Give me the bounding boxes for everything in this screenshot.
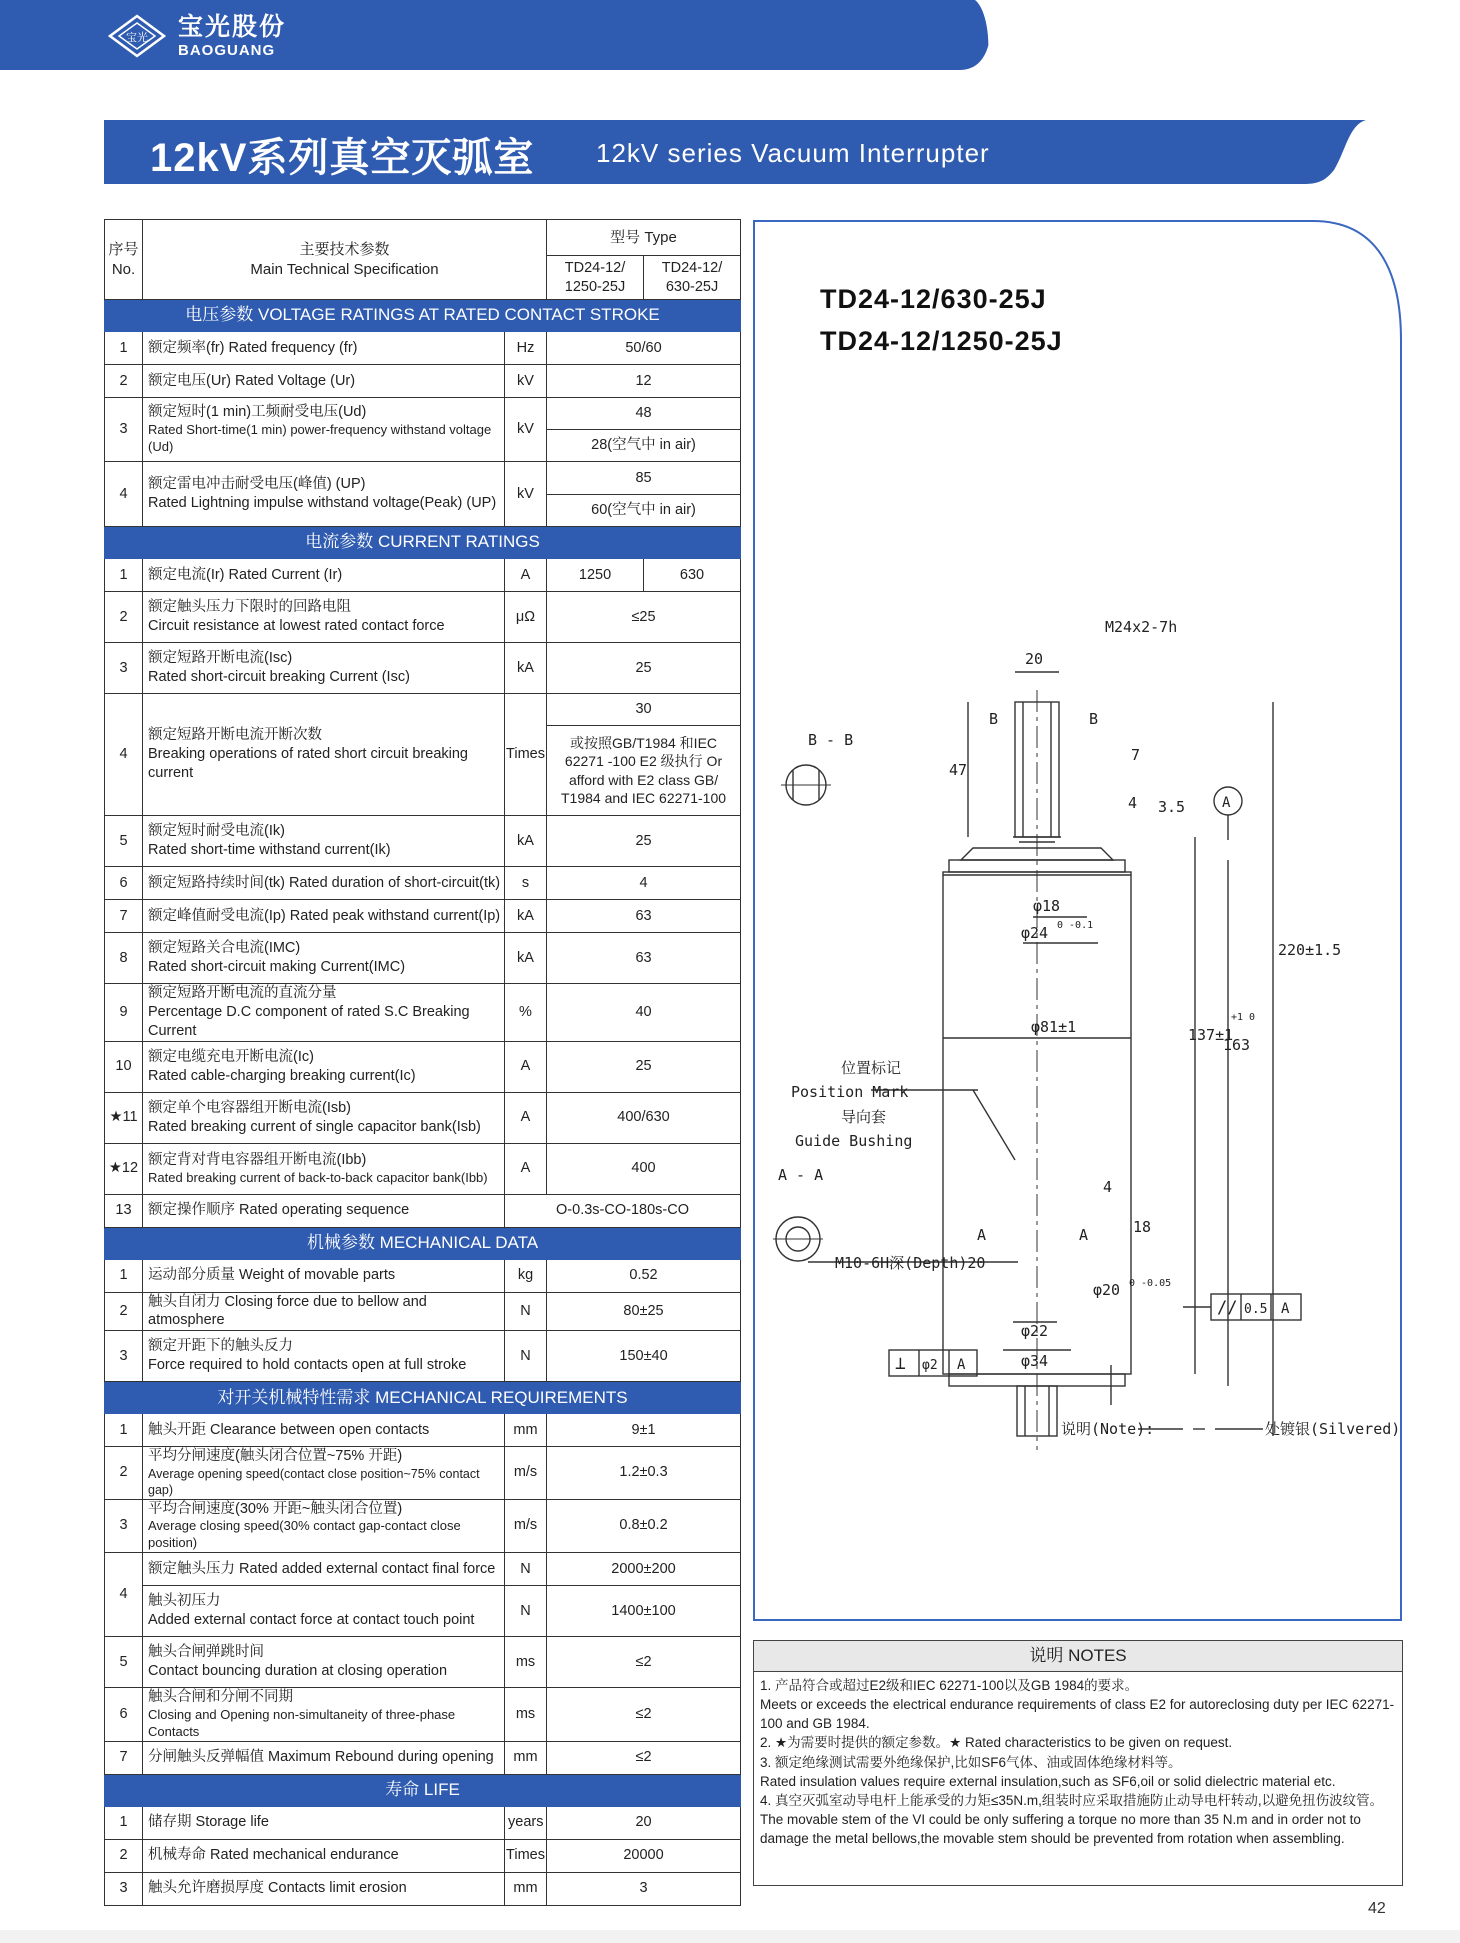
row-no: 3 xyxy=(105,398,143,462)
row-desc-cn: 额定短路开断电流(Isc) xyxy=(148,650,293,667)
row-no: 2 xyxy=(105,592,143,643)
row-unit: N xyxy=(505,1292,547,1331)
table-row xyxy=(105,1499,741,1553)
row-unit: A xyxy=(505,1143,547,1194)
row-value: 50/60 xyxy=(547,332,741,365)
thread-label: M24x2-7h xyxy=(1105,618,1178,636)
row-value: 40 xyxy=(547,984,741,1042)
table-row xyxy=(105,1806,741,1839)
header-spec xyxy=(143,220,547,300)
dim-dia-18: φ18 xyxy=(1033,897,1061,915)
header-no xyxy=(105,220,143,300)
row-desc-en: Contact bouncing duration at closing operation xyxy=(148,1663,448,1680)
row-unit: mm xyxy=(505,1741,547,1774)
row-unit: kA xyxy=(505,900,547,933)
row-desc-en: Closing and Opening non-simultaneity of three-phase Contacts xyxy=(148,1707,456,1739)
row-desc-cn: 额定雷电冲击耐受电压(峰值) (UP) xyxy=(148,476,366,493)
row-no: 2 xyxy=(105,1292,143,1331)
row-value-2: 28(空气中 in air) xyxy=(547,430,741,462)
drawing-note-label: 说明(Note): xyxy=(1061,1420,1155,1438)
note-2: 2. ★为需要时提供的额定参数。★ Rated characteristics to be given on request. xyxy=(760,1735,1233,1751)
note-3: 3. 额定绝缘测试需要外绝缘保护,比如SF6气体、油或固体绝缘材料等。 xyxy=(760,1754,1182,1770)
row-desc-cn: 额定单个电容器组开断电流(Isb) xyxy=(148,1099,351,1116)
row-desc xyxy=(143,1586,505,1637)
row-desc: 额定操作顺序 Rated operating sequence xyxy=(143,1194,505,1227)
row-unit: m/s xyxy=(505,1447,547,1499)
row-desc-en: Rated short-circuit making Current(IMC) xyxy=(148,959,406,975)
row-desc-en: Rated cable-charging breaking current(Ic) xyxy=(148,1067,416,1084)
datum-a-label: A xyxy=(1222,795,1231,811)
position-mark-cn: 位置标记 xyxy=(841,1059,902,1077)
model-630: TD24-12/630-25J xyxy=(820,284,1047,314)
row-desc: 触头允许磨损厚度 Contacts limit erosion xyxy=(143,1872,505,1905)
row-unit: kV xyxy=(505,365,547,398)
dim-dia-22: φ22 xyxy=(1021,1322,1049,1340)
row-no: 4 xyxy=(105,694,143,816)
row-no: 1 xyxy=(105,559,143,592)
table-row xyxy=(105,332,741,365)
row-unit: s xyxy=(505,867,547,900)
table-row xyxy=(105,900,741,933)
logo-emblem-icon xyxy=(108,14,166,58)
row-unit: mm xyxy=(505,1872,547,1905)
section-mechanical: 机械参数 MECHANICAL DATA xyxy=(105,1227,741,1259)
row-desc-en: Rated Short-time(1 min) power-frequency withstand voltage (Ud) xyxy=(148,422,492,454)
row-value: 25 xyxy=(547,643,741,694)
brand-name-en: BAOGUANG xyxy=(178,41,276,59)
row-value: 20000 xyxy=(547,1839,741,1872)
row-unit: % xyxy=(505,984,547,1042)
row-desc-en: Rated Lightning impulse withstand voltage(Peak) (UP) xyxy=(148,495,497,511)
row-desc xyxy=(143,1499,505,1553)
row-desc xyxy=(143,694,505,816)
row-no: 3 xyxy=(105,1499,143,1553)
section-b-left: B xyxy=(989,710,999,728)
table-row xyxy=(105,365,741,398)
table-row xyxy=(105,1872,741,1905)
row-no: 3 xyxy=(105,1872,143,1905)
row-value: 1.2±0.3 xyxy=(547,1447,741,1499)
row-desc xyxy=(143,1143,505,1194)
row-desc-en: Average opening speed(contact close position~75% contact gap) xyxy=(148,1467,480,1498)
row-desc: 触头自闭力 Closing force due to bellow and atmosphere xyxy=(143,1292,505,1331)
notes-body xyxy=(754,1672,1402,1852)
row-desc-cn: 额定短路开断电流开断次数 xyxy=(148,727,322,744)
table-row xyxy=(105,1331,741,1382)
row-desc-en: Force required to hold contacts open at full stroke xyxy=(148,1357,467,1374)
header-spec-cn: 主要技术参数 xyxy=(299,241,390,258)
table-row xyxy=(105,643,741,694)
row-no: 3 xyxy=(105,1331,143,1382)
dim-dia-20: φ20 xyxy=(1093,1281,1121,1299)
row-value: 20 xyxy=(547,1806,741,1839)
table-row xyxy=(105,1041,741,1092)
row-desc: 额定电压(Ur) Rated Voltage (Ur) xyxy=(143,365,505,398)
logo-mark-text: 宝光 xyxy=(126,31,148,44)
row-value: 25 xyxy=(547,816,741,867)
parallelism-datum: A xyxy=(1281,1301,1290,1317)
row-value: 400/630 xyxy=(547,1092,741,1143)
notes-box xyxy=(753,1640,1403,1886)
row-value: O-0.3s-CO-180s-CO xyxy=(505,1194,741,1227)
row-unit: N xyxy=(505,1331,547,1382)
row-unit: ms xyxy=(505,1688,547,1742)
spec-table xyxy=(104,219,741,1906)
row-unit: kA xyxy=(505,816,547,867)
row-desc xyxy=(143,933,505,984)
position-mark-en: Position Mark xyxy=(791,1083,909,1101)
row-value: ≤2 xyxy=(547,1741,741,1774)
row-no: 1 xyxy=(105,332,143,365)
row-desc: 触头开距 Clearance between open contacts xyxy=(143,1414,505,1447)
table-row xyxy=(105,1092,741,1143)
row-desc-en: Circuit resistance at lowest rated contact force xyxy=(148,618,445,634)
brand-logo xyxy=(108,14,286,58)
row-no: 4 xyxy=(105,462,143,527)
row-value-630: 630 xyxy=(644,559,741,592)
table-row xyxy=(105,1447,741,1499)
row-no: ★12 xyxy=(105,1143,143,1194)
row-desc xyxy=(143,816,505,867)
notes-title: 说明 NOTES xyxy=(754,1641,1402,1672)
row-desc: 额定触头压力 Rated added external contact final force xyxy=(143,1553,505,1586)
row-unit: Hz xyxy=(505,332,547,365)
table-row xyxy=(105,867,741,900)
row-desc-cn: 触头合闸弹跳时间 xyxy=(148,1644,264,1661)
dim-dia-20-tol: 0 -0.05 xyxy=(1129,1278,1172,1289)
row-value: 0.52 xyxy=(547,1259,741,1292)
row-no: 6 xyxy=(105,1688,143,1742)
row-no: 7 xyxy=(105,900,143,933)
row-value: 48 xyxy=(547,398,741,430)
row-value: 400 xyxy=(547,1143,741,1194)
bottom-strip xyxy=(0,1930,1460,1943)
row-no: 2 xyxy=(105,1447,143,1499)
row-value: 25 xyxy=(547,1041,741,1092)
row-no: 8 xyxy=(105,933,143,984)
table-row xyxy=(105,1194,741,1227)
row-no: 3 xyxy=(105,643,143,694)
parallelism-symbol: // xyxy=(1217,1298,1238,1318)
row-unit: N xyxy=(505,1553,547,1586)
dim-163: 163 xyxy=(1223,1036,1251,1054)
row-no: 1 xyxy=(105,1414,143,1447)
section-life: 寿命 LIFE xyxy=(105,1774,741,1806)
page-title-cn: 12kV系列真空灭弧室 xyxy=(150,136,535,180)
row-unit: μΩ xyxy=(505,592,547,643)
row-value: 4 xyxy=(547,867,741,900)
dim-220: 220±1.5 xyxy=(1278,941,1342,959)
row-unit: Times xyxy=(505,694,547,816)
row-unit: kA xyxy=(505,933,547,984)
row-value: ≤2 xyxy=(547,1637,741,1688)
row-desc: 分闸触头反弹幅值 Maximum Rebound during opening xyxy=(143,1741,505,1774)
table-row xyxy=(105,984,741,1042)
table-header-row xyxy=(105,220,741,256)
row-value: 9±1 xyxy=(547,1414,741,1447)
table-row xyxy=(105,1553,741,1586)
note-3-en: Rated insulation values require external insulation,such as SF6,oil or solid dielectric material etc. xyxy=(760,1773,1336,1789)
row-no: 5 xyxy=(105,816,143,867)
row-no: 6 xyxy=(105,867,143,900)
technical-drawing xyxy=(753,220,1403,1622)
dim-7: 7 xyxy=(1131,746,1141,764)
row-desc-en: Added external contact force at contact touch point xyxy=(148,1612,475,1629)
guide-bushing-cn: 导向套 xyxy=(841,1108,887,1126)
perpendicularity-symbol: ⊥ xyxy=(895,1353,906,1374)
row-desc xyxy=(143,398,505,462)
header-no-en: No. xyxy=(111,260,136,278)
row-value: 63 xyxy=(547,900,741,933)
dim-dia-24-tol: 0 -0.1 xyxy=(1057,920,1094,931)
row-desc xyxy=(143,643,505,694)
row-value: 2000±200 xyxy=(547,1553,741,1586)
row-no: 13 xyxy=(105,1194,143,1227)
row-no: 10 xyxy=(105,1041,143,1092)
row-value-1250: 1250 xyxy=(547,559,644,592)
row-value: 12 xyxy=(547,365,741,398)
dim-4b: 4 xyxy=(1103,1178,1113,1196)
row-unit: N xyxy=(505,1586,547,1637)
row-desc-cn: 额定触头压力下限时的回路电阻 xyxy=(148,599,351,616)
note-1: 1. 产品符合或超过E2级和IEC 62271-100以及GB 1984的要求。 xyxy=(760,1678,1139,1693)
header-type-630: TD24-12/ 630-25J xyxy=(644,256,741,300)
row-no: 7 xyxy=(105,1741,143,1774)
row-desc-en: Rated short-circuit breaking Current (Isc) xyxy=(148,669,410,685)
silvered-legend: 处镀银(Silvered) xyxy=(1265,1420,1401,1438)
table-row xyxy=(105,462,741,495)
row-desc-en: Average closing speed(30% contact gap-contact close position) xyxy=(148,1518,461,1551)
dim-3-5: 3.5 xyxy=(1158,798,1186,816)
page-title-en: 12kV series Vacuum Interrupter xyxy=(596,138,990,168)
parallelism-tolerance: 0.5 xyxy=(1244,1302,1268,1317)
table-row xyxy=(105,1586,741,1637)
perpendicularity-tolerance: φ2 xyxy=(922,1358,938,1373)
row-desc xyxy=(143,1331,505,1382)
row-desc: 运动部分质量 Weight of movable parts xyxy=(143,1259,505,1292)
dim-137: 137±1 xyxy=(1188,1026,1234,1044)
row-desc: 额定短路持续时间(tk) Rated duration of short-circuit(tk) xyxy=(143,867,505,900)
row-desc xyxy=(143,1637,505,1688)
dim-dia-34: φ34 xyxy=(1021,1352,1049,1370)
row-no: 2 xyxy=(105,1839,143,1872)
row-value: 0.8±0.2 xyxy=(547,1499,741,1553)
row-desc xyxy=(143,462,505,527)
section-requirements: 对开关机械特性需求 MECHANICAL REQUIREMENTS xyxy=(105,1382,741,1414)
row-desc xyxy=(143,592,505,643)
row-value-2: 60(空气中 in air) xyxy=(547,495,741,527)
row-unit: Times xyxy=(505,1839,547,1872)
section-b-right: B xyxy=(1089,710,1099,728)
table-row xyxy=(105,694,741,726)
row-desc-en: Rated breaking current of single capacitor bank(Isb) xyxy=(148,1118,481,1135)
row-value: ≤25 xyxy=(547,592,741,643)
row-desc-cn: 平均分闸速度(触头闭合位置~75% 开距) xyxy=(148,1448,403,1465)
note-1-en: Meets or exceeds the electrical endurance requirements of class E2 for autoreclosing duty per IEC 62271-100 and GB 1984. xyxy=(760,1697,1395,1732)
row-unit: ms xyxy=(505,1637,547,1688)
row-unit: kg xyxy=(505,1259,547,1292)
row-desc xyxy=(143,1092,505,1143)
row-desc: 额定频率(fr) Rated frequency (fr) xyxy=(143,332,505,365)
table-row xyxy=(105,559,741,592)
row-no: 9 xyxy=(105,984,143,1042)
row-desc: 机械寿命 Rated mechanical endurance xyxy=(143,1839,505,1872)
section-voltage: 电压参数 VOLTAGE RATINGS AT RATED CONTACT STROKE xyxy=(105,300,741,332)
row-desc-cn: 触头合闸和分闸不同期 xyxy=(148,1689,293,1706)
row-value: 3 xyxy=(547,1872,741,1905)
row-desc-cn: 额定短路关合电流(IMC) xyxy=(148,940,301,957)
row-unit: mm xyxy=(505,1414,547,1447)
table-row xyxy=(105,816,741,867)
row-desc xyxy=(143,984,505,1042)
row-desc-cn: 触头初压力 xyxy=(148,1593,221,1610)
row-desc-en: Rated breaking current of back-to-back capacitor bank(Ibb) xyxy=(148,1169,488,1185)
row-unit: years xyxy=(505,1806,547,1839)
section-aa-label: A - A xyxy=(778,1166,824,1184)
guide-bushing-en: Guide Bushing xyxy=(795,1132,913,1150)
section-a-left: A xyxy=(977,1226,987,1244)
row-unit: A xyxy=(505,559,547,592)
row-unit: kV xyxy=(505,398,547,462)
dim-dia-24: φ24 xyxy=(1021,924,1049,942)
row-desc-en: Breaking operations of rated short circuit breaking current xyxy=(148,746,468,781)
header-type-1250: TD24-12/ 1250-25J xyxy=(547,256,644,300)
row-no: 4 xyxy=(105,1553,143,1637)
row-no: 1 xyxy=(105,1806,143,1839)
row-desc-en: Percentage D.C component of rated S.C Breaking Current xyxy=(148,1003,470,1039)
row-value: 63 xyxy=(547,933,741,984)
dim-dia-81: φ81±1 xyxy=(1031,1018,1077,1036)
brand-name-cn: 宝光股份 xyxy=(178,12,287,41)
row-desc: 额定峰值耐受电流(Ip) Rated peak withstand current(Ip) xyxy=(143,900,505,933)
row-value-2: 或按照GB/T1984 和IEC 62271 -100 E2 级执行 Or afford with E2 class GB/ T1984 and IEC 62271-100 xyxy=(547,726,741,816)
row-desc-en: Rated short-time withstand current(Ik) xyxy=(148,842,391,858)
row-no: 5 xyxy=(105,1637,143,1688)
dim-20: 20 xyxy=(1025,650,1044,668)
row-desc-cn: 额定开距下的触头反力 xyxy=(148,1338,293,1355)
row-desc-cn: 额定背对背电容器组开断电流(Ibb) xyxy=(148,1151,367,1168)
row-no: 1 xyxy=(105,1259,143,1292)
m10-thread-label: M10-6H深(Depth)20 xyxy=(835,1254,986,1272)
row-desc-cn: 额定短时(1 min)工频耐受电压(Ud) xyxy=(148,404,367,421)
dim-163-tol: +1 0 xyxy=(1231,1012,1256,1023)
row-desc xyxy=(143,1688,505,1742)
table-row xyxy=(105,1688,741,1742)
row-unit: A xyxy=(505,1041,547,1092)
row-value: 80±25 xyxy=(547,1292,741,1331)
row-desc xyxy=(143,1447,505,1499)
dim-4a: 4 xyxy=(1128,794,1138,812)
model-1250: TD24-12/1250-25J xyxy=(820,326,1063,356)
row-value: 85 xyxy=(547,462,741,495)
row-value: 1400±100 xyxy=(547,1586,741,1637)
table-row xyxy=(105,1292,741,1331)
header-no-cn: 序号 xyxy=(108,241,139,258)
row-desc: 储存期 Storage life xyxy=(143,1806,505,1839)
page-number: 42 xyxy=(1368,1900,1386,1917)
table-row xyxy=(105,1414,741,1447)
table-row xyxy=(105,592,741,643)
row-value: ≤2 xyxy=(547,1688,741,1742)
row-desc xyxy=(143,1041,505,1092)
row-desc-cn: 额定短路开断电流的直流分量 xyxy=(148,985,337,1001)
section-current: 电流参数 CURRENT RATINGS xyxy=(105,527,741,559)
table-row xyxy=(105,1259,741,1292)
row-no: ★11 xyxy=(105,1092,143,1143)
table-row xyxy=(105,398,741,430)
row-unit: A xyxy=(505,1092,547,1143)
header-type: 型号 Type xyxy=(547,220,741,256)
row-desc-cn: 平均合闸速度(30% 开距~触头闭合位置) xyxy=(148,1500,403,1517)
header-spec-en: Main Technical Specification xyxy=(250,260,439,278)
table-row xyxy=(105,1839,741,1872)
note-4-en: The movable stem of the VI could be only suffering a torque no more than 35 N.m and in order not to damage the metal bellows,the movable stem should be prevented from rotation when assembling. xyxy=(760,1812,1361,1847)
row-desc-cn: 额定电缆充电开断电流(Ic) xyxy=(148,1048,314,1065)
row-unit: kA xyxy=(505,643,547,694)
note-4: 4. 真空灭弧室动导电杆上能承受的力矩≤35N.m,组装时应采取措施防止动导电杆转动,以避免扭伤波纹管。 xyxy=(760,1792,1384,1808)
row-unit: m/s xyxy=(505,1499,547,1553)
row-desc: 额定电流(Ir) Rated Current (Ir) xyxy=(143,559,505,592)
row-desc-cn: 额定短时耐受电流(Ik) xyxy=(148,823,285,840)
row-value: 30 xyxy=(547,694,741,726)
row-no: 2 xyxy=(105,365,143,398)
dim-47: 47 xyxy=(949,761,968,779)
dim-18: 18 xyxy=(1133,1218,1152,1236)
perpendicularity-datum: A xyxy=(957,1357,966,1373)
row-value: 150±40 xyxy=(547,1331,741,1382)
row-unit: kV xyxy=(505,462,547,527)
table-row xyxy=(105,933,741,984)
table-row xyxy=(105,1143,741,1194)
section-bb-label: B - B xyxy=(808,731,854,749)
table-row xyxy=(105,1637,741,1688)
section-a-right: A xyxy=(1079,1226,1089,1244)
table-row xyxy=(105,1741,741,1774)
